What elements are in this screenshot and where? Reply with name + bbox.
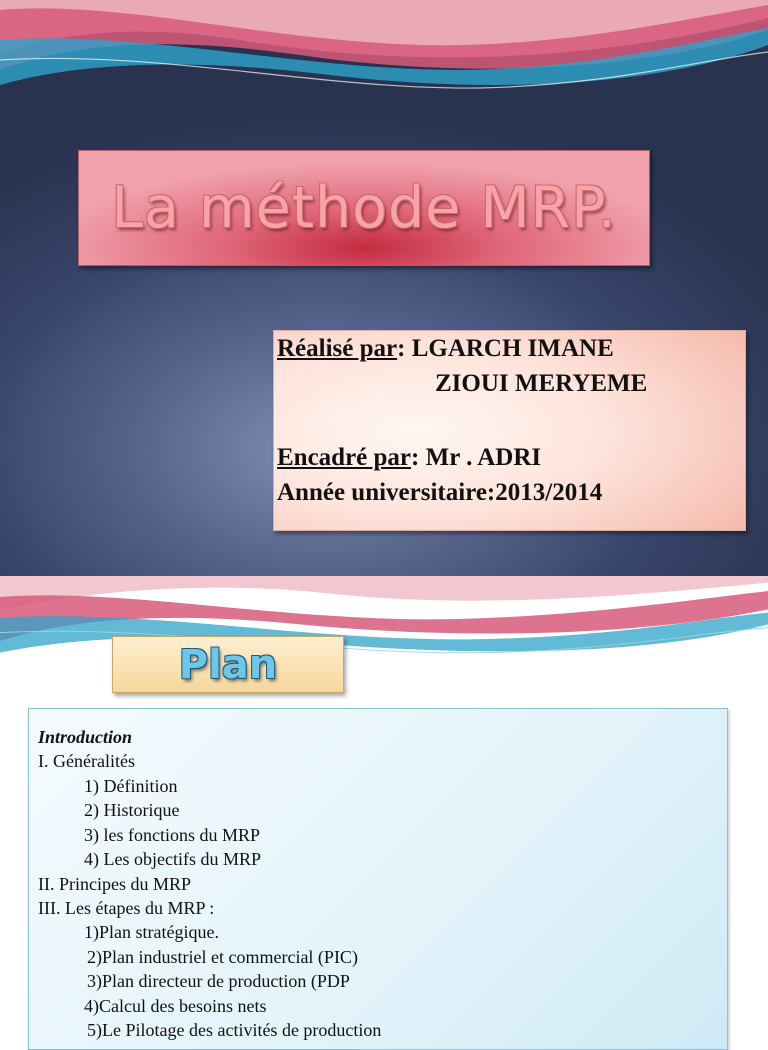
toc-item: 1) Définition [84, 776, 178, 796]
toc-item: 2) Historique [84, 800, 180, 820]
realise-label: Réalisé par [277, 335, 398, 362]
plan-heading-box [112, 636, 344, 693]
encadre-label: Encadré par [277, 444, 412, 471]
author-info-box [273, 330, 746, 531]
encadre-value: : Mr . ADRI [411, 444, 542, 471]
annee-line: Année universitaire:2013/2014 [277, 479, 603, 506]
author-1: LGARCH IMANE [411, 335, 614, 362]
encadre-line [277, 444, 541, 472]
author-2: ZIOUI MERYEME [435, 370, 648, 397]
realise-line [277, 335, 614, 363]
toc-item: 5)Le Pilotage des activités de production [87, 1020, 382, 1040]
toc-item: 2)Plan industriel et commercial (PIC) [87, 947, 358, 967]
toc-item: 1)Plan stratégique. [84, 922, 219, 942]
table-of-contents [28, 708, 728, 1050]
toc-item: II. Principes du MRP [38, 874, 191, 894]
toc-item: I. Généralités [38, 751, 135, 771]
toc-item: 4) Les objectifs du MRP [84, 849, 261, 869]
toc-item: 3) les fonctions du MRP [84, 825, 261, 845]
plan-heading: Plan [178, 641, 278, 688]
toc-item: 3)Plan directeur de production (PDP [87, 971, 350, 991]
realise-sep: : [397, 335, 412, 362]
toc-item: Introduction [38, 727, 133, 747]
decorative-swoosh-top [0, 0, 768, 120]
title-banner [78, 150, 650, 266]
plan-slide [0, 576, 768, 1040]
toc-item: 4)Calcul des besoins nets [84, 996, 267, 1016]
toc-item: III. Les étapes du MRP : [38, 898, 215, 918]
slide-title: La méthode MRP. [111, 175, 617, 241]
